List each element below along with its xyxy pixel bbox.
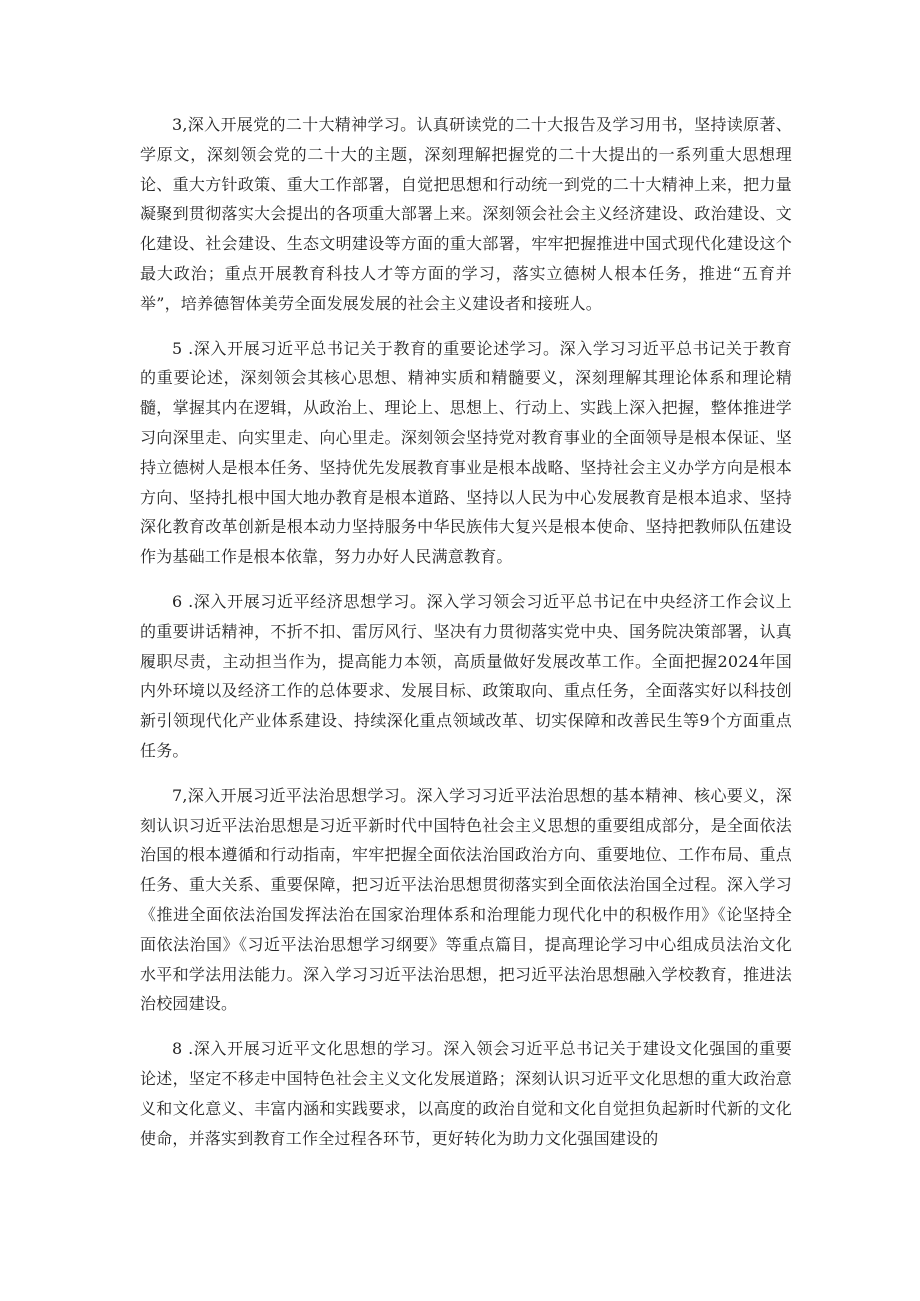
- paragraph-item-7: 7,深入开展习近平法治思想学习。深入学习习近平法治思想的基本精神、核心要义，深刻认识习近平法治思想是习近平新时代中国特色社会主义思想的重要组成部分，是全面依法治国的根本遵循和行动指南，牢牢把握全面依法治国政治方向、重要地位、工作布局、重点任务、重大关系、重要保障，把习近平法治思想贯彻落实到全面依法治国全过程。深入学习《推进全面依法治国发挥法治在国家治理体系和治理能力现代化中的积极作用》《论坚持全面依法治国》《习近平法治思想学习纲要》等重点篇目，提高理论学习中心组成员法治文化水平和学法用法能力。深入学习习近平法治思想，把习近平法治思想融入学校教育，推进法治校园建设。: [140, 785, 792, 1014]
- paragraph-item-6: 6 .深入开展习近平经济思想学习。深入学习领会习近平总书记在中央经济工作会议上的重要讲话精神，不折不扣、雷厉风行、坚决有力贯彻落实党中央、国务院决策部署，认真履职尽责，主动担当作为，提高能力本领，高质量做好发展改革工作。全面把握2024年国内外环境以及经济工作的总体要求、发展目标、政策取向、重点任务，全面落实好以科技创新引领现代化产业体系建设、持续深化重点领域改革、切实保障和改善民生等9个方面重点任务。: [140, 591, 792, 760]
- paragraph-item-8: 8 .深入开展习近平文化思想的学习。深入领会习近平总书记关于建设文化强国的重要论述，坚定不移走中国特色社会主义文化发展道路；深刻认识习近平文化思想的重大政治意义和文化意义、丰富内涵和实践要求，以高度的政治自觉和文化自觉担负起新时代新的文化使命，并落实到教育工作全过程各环节，更好转化为助力文化强国建设的: [140, 1039, 792, 1148]
- document-body: [140, 110, 792, 1153]
- paragraph-item-3: 3,深入开展党的二十大精神学习。认真研读党的二十大报告及学习用书，坚持读原著、学原文，深刻领会党的二十大的主题，深刻理解把握党的二十大提出的一系列重大思想理论、重大方针政策、重大工作部署，自觉把思想和行动统一到党的二十大精神上来，把力量凝聚到贯彻落实大会提出的各项重大部署上来。深刻领会社会主义经济建设、政治建设、文化建设、社会建设、生态文明建设等方面的重大部署，牢牢把握推进中国式现代化建设这个最大政治；重点开展教育科技人才等方面的学习，落实立德树人根本任务，推进“五育并举”，培养德智体美劳全面发展发展的社会主义建设者和接班人。: [140, 115, 792, 313]
- paragraph-item-5: 5 .深入开展习近平总书记关于教育的重要论述学习。深入学习习近平总书记关于教育的重要论述，深刻领会其核心思想、精神实质和精髓要义，深刻理解其理论体系和理论精髓，掌握其内在逻辑，从政治上、理论上、思想上、行动上、实践上深入把握，整体推进学习向深里走、向实里走、向心里走。深刻领会坚持党对教育事业的全面领导是根本保证、坚持立德树人是根本任务、坚持优先发展教育事业是根本战略、坚持社会主义办学方向是根本方向、坚持扎根中国大地办教育是根本道路、坚持以人民为中心发展教育是根本追求、坚持深化教育改革创新是根本动力坚持服务中华民族伟大复兴是根本使命、坚持把教师队伍建设作为基础工作是根本依靠，努力办好人民满意教育。: [140, 338, 792, 567]
